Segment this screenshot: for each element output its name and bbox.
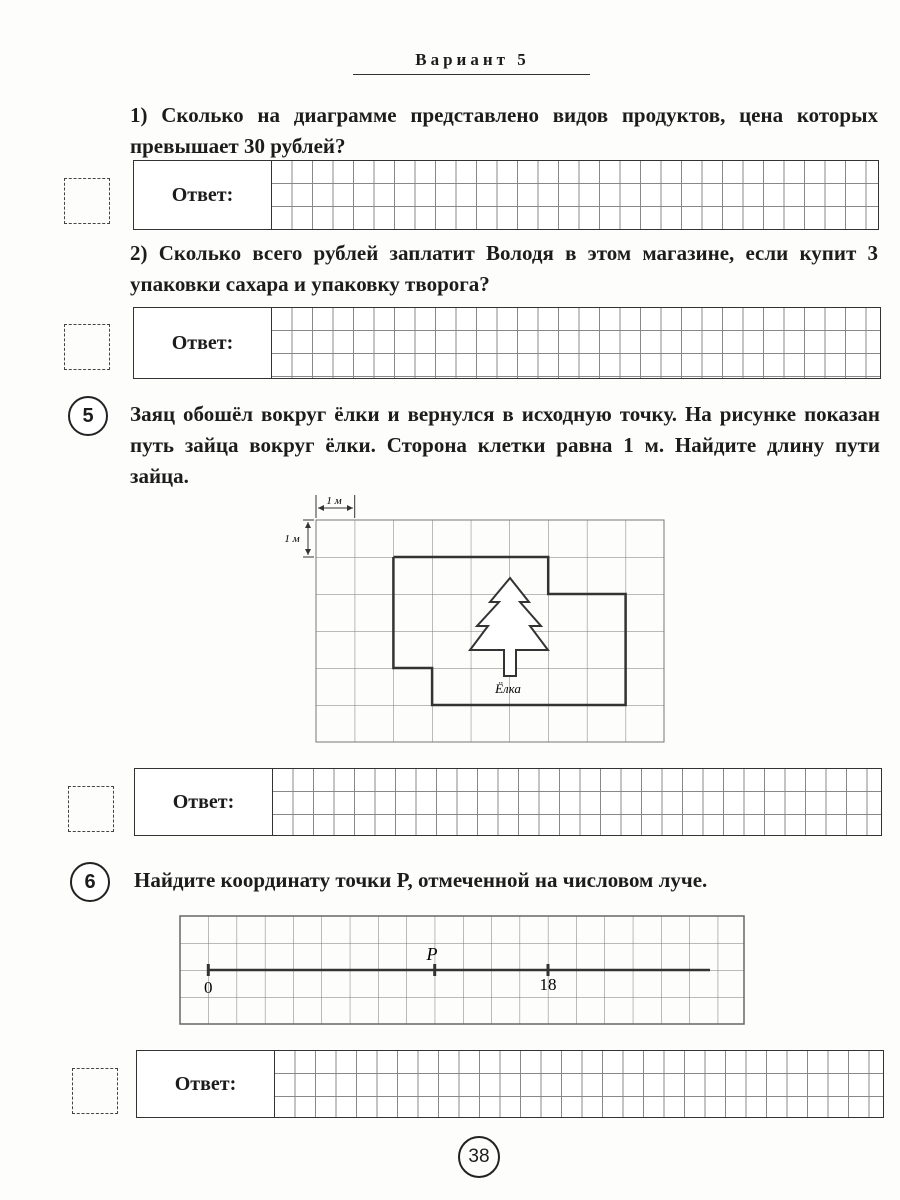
question-6-text: Найдите координату точки P, отмеченной на числовом луче.: [134, 868, 708, 892]
answer-box-5[interactable]: [134, 768, 882, 836]
answer-label: Ответ:: [134, 161, 272, 229]
variant-title: Вариант 5: [415, 50, 530, 69]
label-eighteen: 18: [539, 975, 557, 994]
question-1-text: 1) Сколько на диаграмме представлено видов продуктов, цена которых превышает 30 рублей?: [130, 103, 878, 158]
score-box-6[interactable]: [72, 1068, 118, 1114]
answer-box-1[interactable]: [133, 160, 879, 230]
question-2-text: 2) Сколько всего рублей заплатит Володя в этом магазине, если купит 3 упаковки сахара и упаковку творога?: [130, 241, 878, 296]
unit-vertical-label: 1 м: [284, 533, 300, 545]
page-number: 38: [458, 1136, 500, 1178]
score-box-1[interactable]: [64, 178, 110, 224]
unit-horizontal-label: 1 м: [326, 495, 342, 507]
score-box-2[interactable]: [64, 324, 110, 370]
answer-grid[interactable]: [273, 769, 881, 835]
answer-label: Ответ:: [134, 308, 272, 378]
answer-grid[interactable]: [275, 1051, 883, 1117]
score-box-5[interactable]: [68, 786, 114, 832]
answer-label: Ответ:: [137, 1051, 275, 1117]
question-5-text: Заяц обошёл вокруг ёлки и вернулся в исходную точку. На рисунке показан путь зайца вокруг ёлки. Сторона клетки равна 1 м. Найдите длину пути зайца.: [130, 402, 880, 488]
answer-box-2[interactable]: [133, 307, 881, 379]
answer-label: Ответ:: [135, 769, 273, 835]
header-divider: [353, 74, 590, 75]
number-ray-figure: [178, 914, 758, 1026]
hare-path-figure: [270, 490, 670, 750]
tree-label: Ёлка: [495, 681, 521, 696]
task-number-6: 6: [70, 862, 110, 902]
label-point-p: P: [426, 944, 438, 964]
answer-grid[interactable]: [272, 308, 880, 378]
label-zero: 0: [204, 978, 213, 997]
answer-box-6[interactable]: [136, 1050, 884, 1118]
task-number-5: 5: [68, 396, 108, 436]
answer-grid[interactable]: [272, 161, 878, 229]
